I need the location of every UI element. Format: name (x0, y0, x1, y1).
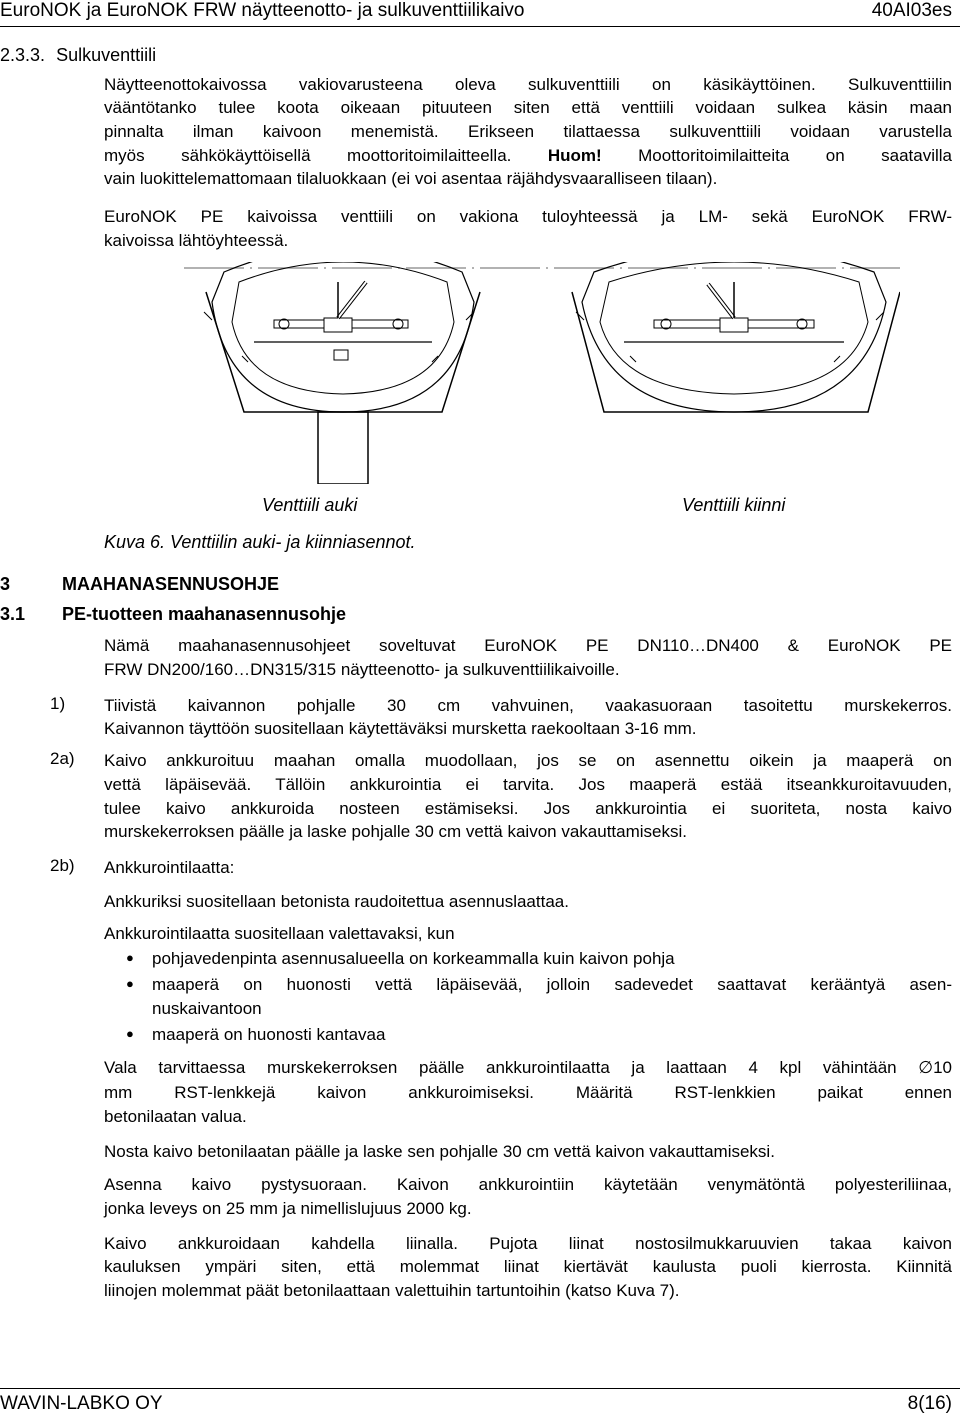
intro-text: Moottoritoimilaitteita on saatavilla (601, 146, 952, 165)
step-number: 2b) (50, 856, 75, 875)
bullet-dot: ● (126, 976, 134, 991)
footer-page-number: 8(16) (907, 1393, 952, 1414)
section-title: Sulkuventtiili (56, 45, 157, 65)
note-label: Huom! (547, 146, 602, 165)
anchor-paragraph: mm RST-lenkkejä kaivon ankkuroimiseksi. Määritä RST-lenkkien paikat ennen (104, 1083, 952, 1102)
step-line: murskekerroksen päälle ja laske pohjalle 30 cm vettä kaivon vakauttamiseksi. (104, 822, 687, 841)
chapter-title: MAAHANASENNUSOHJE (62, 574, 280, 594)
step-number: 1) (50, 694, 66, 713)
step-number: 2a) (50, 749, 75, 768)
bullet-text: nuskaivantoon (152, 999, 262, 1018)
anchor-paragraph: Asenna kaivo pystysuoraan. Kaivon ankkurointiin käytetään venymätöntä polyesteriliinaa, (104, 1175, 952, 1194)
anchor-paragraph: Nosta kaivo betonilaatan päälle ja laske sen pohjalle 30 cm vettä kaivon vakauttamiseksi. (104, 1142, 775, 1161)
intro-line: vain luokittelemattomaan tilaluokkaan (ei voi asentaa räjähdysvaaralliseen tilaan). (104, 169, 718, 188)
step-line: Kaivo ankkuroituu maahan omalla muodollaan, jos se on asennettu oikein ja maaperä on (104, 751, 952, 770)
intro-line (104, 144, 952, 168)
valve-figure (184, 262, 900, 484)
chapter-number: 3 (0, 574, 11, 594)
anchor-paragraph: liinojen molemmat päät betonilaattaan valettuihin tartuntoihin (katso Kuva 7). (104, 1281, 680, 1300)
subchapter-title: PE-tuotteen maahanasennusohje (62, 604, 347, 624)
anchor-paragraph: Ankkurointilaatta suositellaan valettavaksi, kun (104, 924, 455, 943)
page-header (0, 0, 960, 27)
bullet-text: maaperä on huonosti vettä läpäisevää, jolloin sadevedet saattavat kerääntyä asen- (152, 975, 952, 994)
step-line: tulee kaivo ankkuroida nosteen estämiseksi. Jos ankkurointia ei suoriteta, nosta kaivo (104, 799, 952, 818)
pe-line: kaivoissa lähtöyhteessä. (104, 231, 289, 250)
header-doc-code: 40AI03es (871, 0, 952, 21)
step-line: Kaivannon täyttöön suositellaan käytettäväksi mursketta raekooltaan 3-16 mm. (104, 719, 697, 738)
anchor-paragraph: Vala tarvittaessa murskekerroksen päälle ankkurointilaatta ja laattaan 4 kpl vähintään ∅10 (104, 1058, 952, 1077)
intro-line: pinnalta ilman kaivoon menemistä. Erikseen tilattaessa sulkuventtiili voidaan varustella (104, 122, 952, 141)
page-footer (0, 1388, 960, 1419)
intro-line: Näytteenottokaivossa vakiovarusteena oleva sulkuventtiili on käsikäyttöinen. Sulkuventtiilin (104, 75, 952, 94)
intro-line: vääntötanko tulee koota oikeaan pituuteen siten että venttiili voidaan sulkea käsin maan (104, 98, 952, 117)
section-heading (0, 44, 156, 68)
anchor-paragraph: jonka leveys on 25 mm ja nimellislujuus 2000 kg. (104, 1199, 472, 1218)
install-intro-line: Nämä maahanasennusohjeet soveltuvat EuroNOK PE DN110…DN400 & EuroNOK PE (104, 636, 952, 655)
bullet-text: pohjavedenpinta asennusalueella on korkeammalla kuin kaivon pohja (152, 949, 675, 968)
anchor-paragraph: Kaivo ankkuroidaan kahdella liinalla. Pujota liinat nostosilmukkaruuvien takaa kaivon (104, 1234, 952, 1253)
bullet-text: maaperä on huonosti kantavaa (152, 1025, 386, 1044)
intro-text: myös sähkökäyttöisellä moottoritoimilaitteella. (104, 146, 548, 165)
manhole-left-drawing (204, 262, 480, 484)
bullet-dot: ● (126, 1026, 134, 1041)
subchapter-number: 3.1 (0, 604, 26, 624)
figure-caption: Kuva 6. Venttiilin auki- ja kiinniasennot. (104, 532, 416, 552)
pe-line: EuroNOK PE kaivoissa venttiili on vakiona tuloyhteessä ja LM- sekä EuroNOK FRW- (104, 207, 952, 226)
label-valve-open: Venttiili auki (262, 495, 358, 515)
anchor-paragraph: kauluksen ympäri siten, että molemmat liinat kiertävät kaulusta puoli kierrosta. Kiinnitä (104, 1257, 952, 1276)
step-line: vettä läpäisevää. Tällöin ankkurointia ei tarvita. Jos maaperä estää itseankkuroitavuuden, (104, 775, 952, 794)
install-intro-line: FRW DN200/160…DN315/315 näytteenotto- ja sulkuventtiilikaivoille. (104, 660, 620, 679)
anchor-paragraph: betonilaatan valua. (104, 1107, 247, 1126)
manhole-right-drawing (572, 262, 900, 412)
bullet-dot: ● (126, 950, 134, 965)
label-valve-closed: Venttiili kiinni (682, 495, 786, 515)
step-line: Tiivistä kaivannon pohjalle 30 cm vahvuinen, vaakasuoraan tasoitettu murskekerros. (104, 696, 952, 715)
section-number: 2.3.3. (0, 45, 46, 65)
header-title: EuroNOK ja EuroNOK FRW näytteenotto- ja sulkuventtiilikaivo (0, 0, 525, 21)
step-line: Ankkurointilaatta: (104, 858, 235, 877)
anchor-paragraph: Ankkuriksi suositellaan betonista raudoitettua asennuslaattaa. (104, 892, 569, 911)
footer-company: WAVIN-LABKO OY (0, 1393, 163, 1414)
